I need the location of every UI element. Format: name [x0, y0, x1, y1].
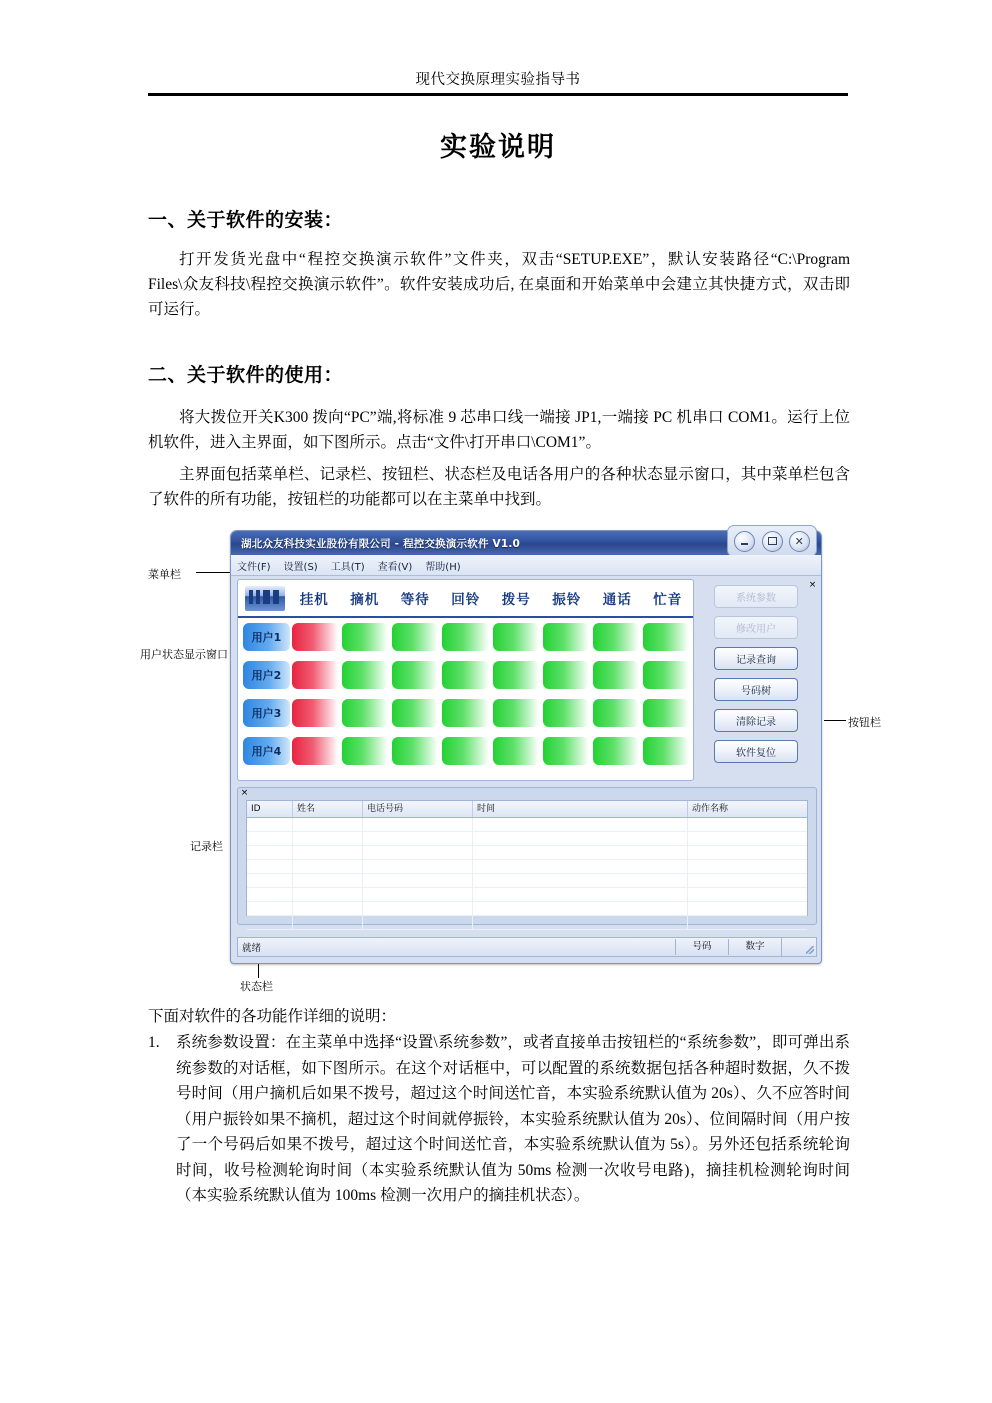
- status-cell-onhook[interactable]: [292, 623, 338, 651]
- section-heading-2: 二、关于软件的使用：: [148, 364, 344, 386]
- item-number: 1.: [148, 1034, 160, 1051]
- user-status-panel: [237, 579, 694, 781]
- section-paragraph-2a: 将大拨位开关K300 拨向“PC”端,将标准 9 芯串口线一端接 JP1,一端接 PC 机串口 COM1。运行上位机软件，进入主界面，如下图所示。点击“文件\打开串口\COM1”。: [148, 409, 850, 451]
- record-table: [246, 800, 808, 916]
- status-cell-ringing[interactable]: [543, 699, 589, 727]
- table-row[interactable]: [247, 888, 807, 902]
- column-header-action[interactable]: 动作名称: [692, 804, 729, 814]
- column-header-waiting: 等待: [400, 592, 430, 608]
- status-cell-offhook[interactable]: [342, 699, 388, 727]
- status-panel-close-icon[interactable]: ×: [808, 580, 817, 590]
- column-header-phone[interactable]: 电话号码: [363, 801, 473, 817]
- column-header-name[interactable]: 姓名: [293, 801, 363, 817]
- status-cell-waiting[interactable]: [392, 699, 438, 727]
- column-header-onhook: 挂机: [299, 592, 329, 608]
- status-bar: [237, 937, 817, 957]
- menu-item-view[interactable]: 查看(V): [377, 561, 413, 573]
- table-row[interactable]: [247, 846, 807, 860]
- menu-item-file[interactable]: 文件(F): [237, 561, 271, 573]
- button-bar: [697, 579, 815, 785]
- status-cell-waiting[interactable]: [392, 661, 438, 689]
- table-row[interactable]: [247, 860, 807, 874]
- status-cell-onhook[interactable]: [292, 661, 338, 689]
- software-screenshot-figure: [140, 520, 881, 995]
- user-label: 用户2: [243, 661, 290, 689]
- company-logo-icon: [245, 586, 285, 611]
- close-button[interactable]: ✕: [789, 531, 810, 552]
- table-row[interactable]: [247, 818, 807, 832]
- table-row[interactable]: [247, 916, 807, 930]
- maximize-button[interactable]: [762, 531, 783, 552]
- header-divider: [148, 93, 848, 96]
- status-cell-offhook[interactable]: [342, 661, 388, 689]
- status-cell-dialing[interactable]: [493, 661, 539, 689]
- application-window: [230, 530, 822, 964]
- status-cell-dialing[interactable]: [493, 699, 539, 727]
- status-cell-ringing[interactable]: [543, 737, 589, 765]
- item-body: 系统参数设置：在主菜单中选择“设置\系统参数”，或者直接单击按钮栏的“系统参数”，即可弹出系统参数的对话框，如下图所示。在这个对话框中，可以配置的系统数据包括各种超时数据，久不拨号时间（用户摘机后如果不拨号，超过这个时间送忙音，本实验系统默认值为 20s）、久不应答时间（用户振铃如果不摘机，超过这个时间就停振铃，本实验系统默认值为 20s）、位间隔时间（用户按了一个号码后如果不拨号，超过这个时间送忙音，本实验系统默认值为 5s）。另外还包括系统轮询时间，收号检测轮询时间（本实验系统默认值为 50ms 检测一次收号电路)，摘挂机检测轮询时间（本实验系统默认值为 100ms 检测一次用户的摘挂机状态）。: [176, 1034, 850, 1204]
- menu-item-tools[interactable]: 工具(T): [330, 561, 365, 573]
- column-header-dialing: 拨号: [501, 592, 531, 608]
- annotation-menubar-label: 菜单栏: [148, 568, 181, 581]
- status-bar-ready-text: 就绪: [242, 943, 262, 954]
- record-table-header: [247, 801, 807, 818]
- status-cell-talking[interactable]: [593, 737, 639, 765]
- status-cell-ringback[interactable]: [442, 699, 488, 727]
- menu-bar: [231, 555, 821, 576]
- column-header-time[interactable]: 时间: [473, 801, 688, 817]
- status-bar-digit-cell: 数字: [728, 939, 781, 955]
- column-header-ringback: 回铃: [451, 592, 481, 608]
- column-header-talking: 通话: [602, 592, 632, 608]
- status-cell-waiting[interactable]: [392, 737, 438, 765]
- numbered-item-1: [148, 1030, 850, 1209]
- status-cell-ringback[interactable]: [442, 661, 488, 689]
- annotation-record-bar-label: 记录栏: [190, 840, 223, 853]
- table-row[interactable]: [247, 874, 807, 888]
- footer-lead-text: 下面对软件的各功能作详细的说明：: [148, 1008, 397, 1025]
- column-header-busytone: 忙音: [653, 592, 683, 608]
- record-query-button[interactable]: 记录查询: [714, 647, 798, 670]
- annotation-user-status-label: 用户状态显示窗口: [140, 648, 228, 661]
- status-grid-header: [238, 580, 693, 618]
- running-header: 现代交换原理实验指导书: [415, 72, 581, 88]
- status-row-user3: [238, 694, 693, 732]
- user-label: 用户1: [243, 623, 290, 651]
- window-title: 湖北众友科技实业股份有限公司 - 程控交换演示软件 V1.0: [241, 537, 521, 550]
- section-paragraph-2b: 主界面包括菜单栏、记录栏、按钮栏、状态栏及电话各用户的各种状态显示窗口，其中菜单栏包含了软件的所有功能，按钮栏的功能都可以在主菜单中找到。: [148, 466, 850, 508]
- status-cell-ringback[interactable]: [442, 737, 488, 765]
- menu-item-help[interactable]: 帮助(H): [425, 561, 461, 573]
- status-cell-waiting[interactable]: [392, 623, 438, 651]
- user-label: 用户4: [243, 737, 290, 765]
- annotation-button-bar-leader: [824, 720, 846, 721]
- status-cell-offhook[interactable]: [342, 623, 388, 651]
- section-heading-1: 一、关于软件的安装：: [148, 209, 344, 231]
- status-cell-dialing[interactable]: [493, 623, 539, 651]
- column-header-ringing: 振铃: [552, 592, 582, 608]
- table-row[interactable]: [247, 902, 807, 916]
- status-cell-dialing[interactable]: [493, 737, 539, 765]
- user-label: 用户3: [243, 699, 290, 727]
- status-cell-ringback[interactable]: [442, 623, 488, 651]
- status-row-user2: [238, 656, 693, 694]
- status-cell-busytone[interactable]: [643, 699, 689, 727]
- column-header-id[interactable]: ID: [247, 801, 293, 817]
- minimize-button[interactable]: [734, 531, 755, 552]
- record-panel-close-icon[interactable]: ×: [240, 788, 249, 798]
- column-header-offhook: 摘机: [350, 592, 380, 608]
- table-row[interactable]: [247, 832, 807, 846]
- status-row-user1: [238, 618, 693, 656]
- software-reset-button[interactable]: 软件复位: [714, 740, 798, 763]
- status-cell-talking[interactable]: [593, 623, 639, 651]
- window-control-buttons: [727, 525, 817, 557]
- status-bar-number-cell: 号码: [675, 939, 728, 955]
- resize-grip-icon[interactable]: [781, 938, 816, 956]
- page-title: 实验说明: [440, 132, 556, 163]
- status-cell-talking[interactable]: [593, 661, 639, 689]
- status-cell-offhook[interactable]: [342, 737, 388, 765]
- status-grid-rows: [238, 616, 693, 778]
- number-tree-button[interactable]: 号码树: [714, 678, 798, 701]
- status-cell-busytone[interactable]: [643, 661, 689, 689]
- section-paragraph-1: 打开发货光盘中“程控交换演示软件”文件夹，双击“SETUP.EXE”，默认安装路径“C:\Program Files\众友科技\程控交换演示软件”。软件安装成功后, 在桌面和开始菜单中会建立其快捷方式，双击即可运行。: [148, 251, 850, 318]
- status-cell-busytone[interactable]: [643, 737, 689, 765]
- status-cell-onhook[interactable]: [292, 699, 338, 727]
- annotation-status-bar-label: 状态栏: [240, 980, 273, 993]
- status-row-user4: [238, 732, 693, 770]
- status-cell-onhook[interactable]: [292, 737, 338, 765]
- status-cell-ringing[interactable]: [543, 623, 589, 651]
- clear-record-button[interactable]: 清除记录: [714, 709, 798, 732]
- record-panel: [237, 787, 817, 925]
- menu-item-settings[interactable]: 设置(S): [283, 561, 318, 573]
- status-cell-ringing[interactable]: [543, 661, 589, 689]
- status-cell-talking[interactable]: [593, 699, 639, 727]
- annotation-button-bar-label: 按钮栏: [848, 716, 881, 729]
- status-cell-busytone[interactable]: [643, 623, 689, 651]
- system-params-button[interactable]: 系统参数: [714, 585, 798, 608]
- modify-user-button[interactable]: 修改用户: [714, 616, 798, 639]
